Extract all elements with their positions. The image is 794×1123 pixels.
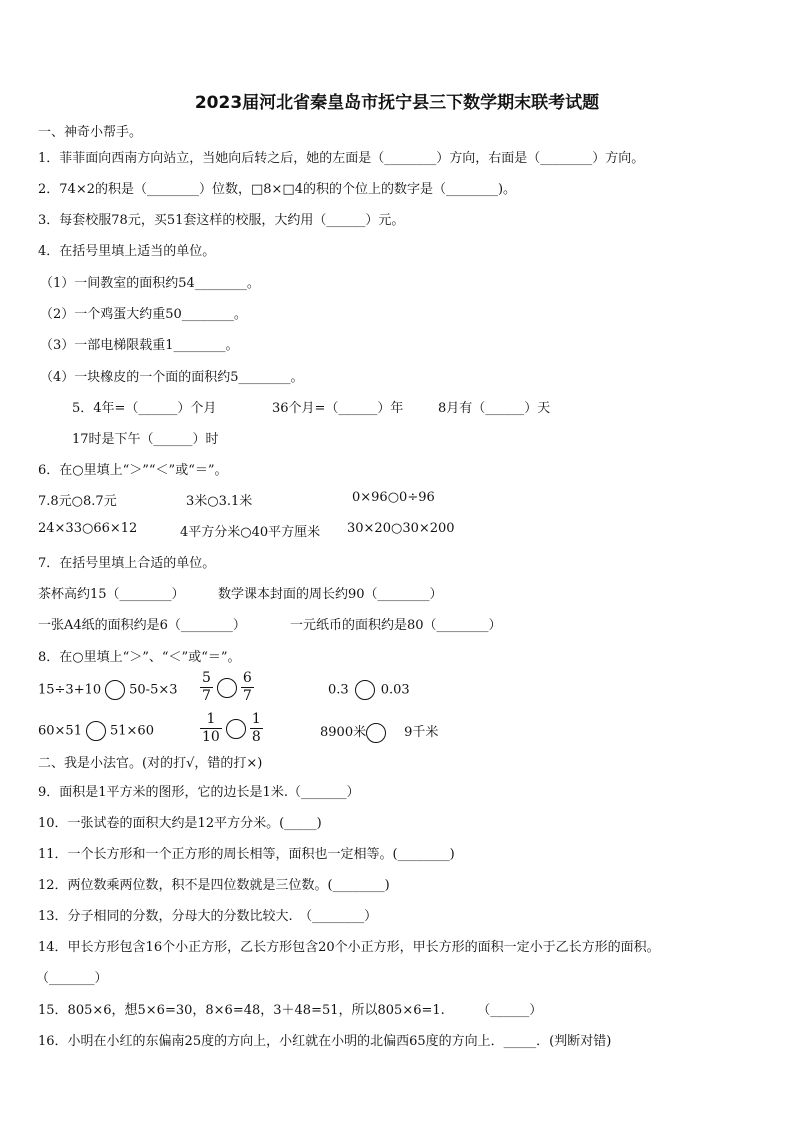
compare-circle[interactable] bbox=[86, 721, 106, 741]
question-13: 13．分子相同的分数，分母大的分数比较大. （________） bbox=[38, 909, 378, 924]
question-5-c: 8月有（______）天 bbox=[438, 401, 551, 416]
question-4: 4．在括号里填上适当的单位。 bbox=[38, 244, 216, 259]
fraction: $\frac{5}{7}$ bbox=[202, 670, 211, 704]
compare-circle[interactable] bbox=[366, 723, 386, 743]
q6-item: 4平方分米○40平方厘米 bbox=[180, 525, 321, 540]
q6-item: 30×20○30×200 bbox=[347, 521, 455, 536]
question-5-d: 17时是下午（______）时 bbox=[72, 432, 219, 447]
question-1: 1．菲菲面向西南方向站立，当她向后转之后，她的左面是（________）方向，右面是（________）方向。 bbox=[38, 151, 645, 166]
question-5-b: 36个月=（______）年 bbox=[272, 401, 404, 416]
question-16: 16．小明在小红的东偏南25度的方向上，小红就在小明的北偏西65度的方向上．_____．(判断对错) bbox=[38, 1034, 612, 1049]
q7-item: 茶杯高约15（________） bbox=[38, 587, 185, 602]
q8-compare bbox=[328, 680, 410, 700]
compare-circle[interactable] bbox=[355, 680, 375, 700]
section-1-heading: 一、神奇小帮手。 bbox=[38, 125, 143, 140]
question-11: 11．一个长方形和一个正方形的周长相等，面积也一定相等。(________) bbox=[38, 847, 455, 862]
q8-left: 15÷3+10 bbox=[38, 682, 102, 698]
q8-fraction-compare bbox=[200, 711, 263, 746]
q7-item: 一元纸币的面积约是80（________） bbox=[290, 618, 502, 633]
q8-fraction-compare bbox=[200, 670, 254, 705]
question-2: 2．74×2的积是（________）位数，□8×□4的积的个位上的数字是（________)。 bbox=[38, 182, 517, 197]
compare-circle[interactable] bbox=[217, 678, 237, 698]
q8-compare bbox=[320, 721, 438, 743]
question-14: 14．甲长方形包含16个小正方形，乙长方形包含20个小正方形，甲长方形的面积一定小于乙长方形的面积。 bbox=[38, 940, 660, 955]
fraction: $\frac{1}{10}$ bbox=[202, 711, 220, 745]
q8-right: 50-5×3 bbox=[129, 682, 178, 698]
q8-compare bbox=[38, 680, 178, 700]
question-3: 3．每套校服78元，买51套这样的校服，大约用（______）元。 bbox=[38, 213, 405, 228]
q6-item: 3米○3.1米 bbox=[186, 494, 253, 509]
question-5-a: 5．4年=（______）个月 bbox=[72, 401, 217, 416]
exam-title: 2023届河北省秦皇岛市抚宁县三下数学期末联考试题 bbox=[194, 93, 600, 113]
q8-right: 0.03 bbox=[380, 682, 410, 698]
question-4-3: （3）一部电梯限载重1________。 bbox=[40, 338, 239, 353]
q8-right: 9千米 bbox=[404, 725, 439, 740]
question-8: 8．在○里填上“＞”、“＜”或“＝”。 bbox=[38, 650, 241, 665]
fraction: $\frac{1}{8}$ bbox=[251, 711, 261, 745]
q6-item: 7.8元○8.7元 bbox=[38, 494, 117, 509]
question-7: 7．在括号里填上合适的单位。 bbox=[38, 556, 216, 571]
question-12: 12．两位数乘两位数，积不是四位数就是三位数。(________) bbox=[38, 878, 390, 893]
compare-circle[interactable] bbox=[105, 680, 125, 700]
fraction: $\frac{6}{7}$ bbox=[242, 670, 252, 704]
question-10: 10．一张试卷的面积大约是12平方分米。(_____) bbox=[38, 816, 322, 831]
q8-left: 0.3 bbox=[328, 682, 349, 698]
question-4-2: （2）一个鸡蛋大约重50________。 bbox=[40, 307, 247, 322]
q7-item: 数学课本封面的周长约90（________） bbox=[218, 587, 443, 602]
q7-item: 一张A4纸的面积约是6（________） bbox=[38, 618, 246, 633]
question-4-1: （1）一间教室的面积约54________。 bbox=[40, 276, 260, 291]
question-15: 15．805×6，想5×6=30，8×6=48，3＋48=51，所以805×6=1. （______） bbox=[38, 1003, 543, 1018]
q8-left: 8900米 bbox=[320, 725, 367, 740]
q6-item: 24×33○66×12 bbox=[38, 521, 138, 536]
question-9: 9．面积是1平方米的图形，它的边长是1米.（_______） bbox=[38, 785, 360, 800]
section-2-heading: 二、我是小法官。(对的打√，错的打×) bbox=[38, 756, 263, 771]
q8-left: 60×51 bbox=[38, 723, 82, 739]
question-14-blank: （_______） bbox=[36, 971, 108, 986]
q8-right: 51×60 bbox=[109, 723, 154, 739]
compare-circle[interactable] bbox=[226, 719, 246, 739]
q8-compare bbox=[38, 721, 154, 741]
q6-item: 0×96○0÷96 bbox=[352, 490, 435, 505]
question-4-4: （4）一块橡皮的一个面的面积约5________。 bbox=[40, 370, 304, 385]
question-6: 6．在○里填上“＞”“＜”或“＝”。 bbox=[38, 463, 228, 478]
